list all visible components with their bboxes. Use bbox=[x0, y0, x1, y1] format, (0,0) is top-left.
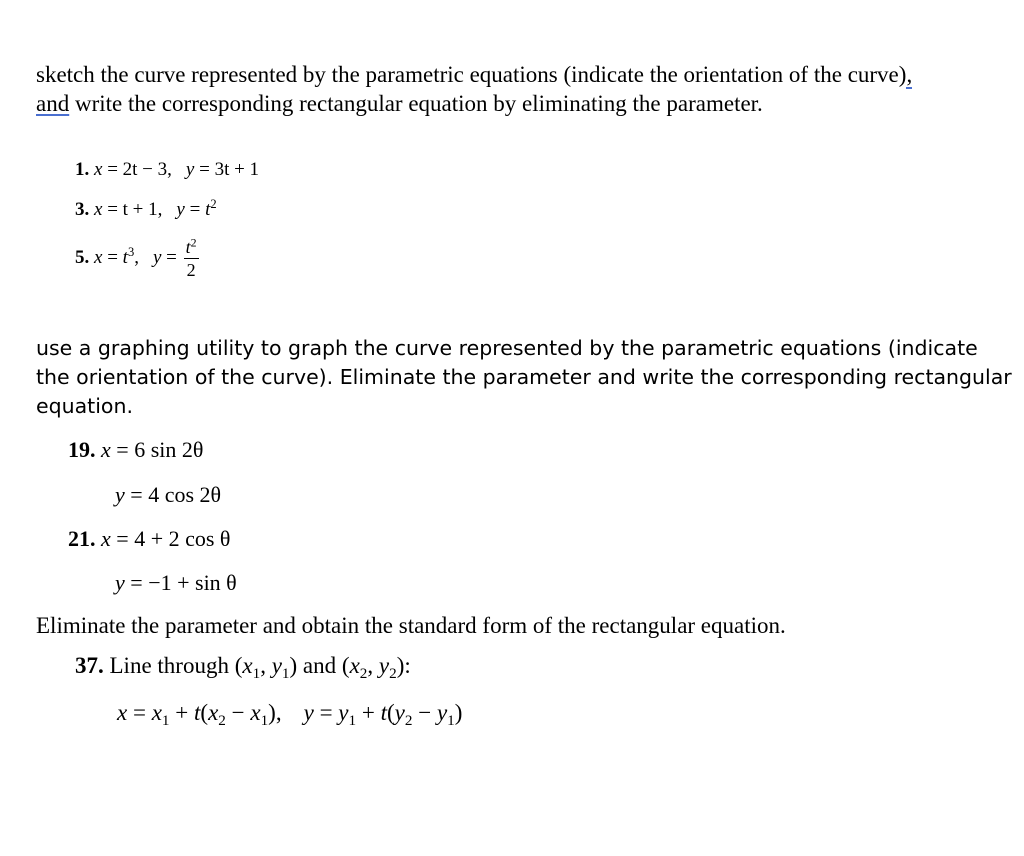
problem-5-x-exp: 3 bbox=[127, 244, 135, 259]
problem-37-line-2: $x = x_1 + t(x_2 - x_1)$, $y = y_1 + t(y_2 - y_1)$ bbox=[117, 700, 463, 729]
problem-5-x-base: t bbox=[122, 246, 128, 268]
problem-19-x: 6 sin 2θ bbox=[134, 437, 204, 462]
problem-5-frac-num-exp: 2 bbox=[190, 235, 197, 250]
intro-text-1a: sketch the curve represented by the parametric equations (indicate the orientation of the curve) bbox=[36, 62, 907, 87]
problem-5: 5. $x = t^3$, y = $\frac{t^2}{2}$ bbox=[75, 235, 197, 280]
problem-19-x-line: 19. x = 6 sin 2θ bbox=[68, 437, 204, 462]
section-3-instructions: Eliminate the parameter and obtain the standard form of the rectangular equation. bbox=[36, 613, 786, 638]
problem-21-y: −1 + sin θ bbox=[148, 570, 237, 595]
intro-text-2b: write the corresponding rectangular equation by eliminating the parameter. bbox=[69, 91, 763, 116]
problem-19-y-line: y = 4 cos 2θ bbox=[115, 482, 222, 507]
section-2-instructions: use a graphing utility to graph the curve represented by the parametric equations (indicate the orientation of the curve). Eliminate the parameter and write the corresponding rectangular equation. bbox=[36, 336, 1012, 418]
problem-3-number: 3. bbox=[75, 199, 90, 220]
intro-and-marked: and bbox=[36, 91, 70, 116]
problem-21-x-line: 21. x = 4 + 2 cos θ bbox=[68, 526, 231, 551]
intro-comma-marked: , bbox=[906, 62, 913, 87]
problem-1-x: 2t − 3, bbox=[122, 159, 172, 180]
problem-5-number: 5. bbox=[75, 246, 90, 268]
problem-21-x: 4 + 2 cos θ bbox=[134, 526, 231, 551]
problem-37-and: and bbox=[302, 653, 337, 678]
problem-5-fraction bbox=[184, 235, 199, 280]
problem-5-frac-num: t bbox=[185, 237, 191, 257]
problem-5-frac-den: 2 bbox=[186, 260, 196, 280]
problem-3: 3. x = t + 1, $y = t^2$ bbox=[75, 197, 217, 220]
problem-37-label: Line through bbox=[109, 653, 229, 678]
problem-19-number: 19. bbox=[68, 437, 96, 462]
problem-3-y-exp: 2 bbox=[210, 197, 217, 212]
problem-37-line-1: 37. Line through ($x_1$, $y_1$) and ($x_2$, $y_2$): bbox=[75, 653, 411, 682]
problem-37-number: 37. bbox=[75, 653, 104, 678]
problem-3-y: t bbox=[205, 199, 211, 220]
problem-1-number: 1. bbox=[75, 159, 90, 180]
intro-line-2 bbox=[36, 89, 763, 118]
problem-21-y-line: y = −1 + sin θ bbox=[115, 570, 237, 595]
problem-1-y: 3t + 1 bbox=[214, 159, 260, 180]
problem-3-x: t + 1, bbox=[122, 199, 163, 220]
problem-1: 1. x = 2t − 3, y = 3t + 1 bbox=[75, 159, 260, 180]
intro-line-1 bbox=[36, 60, 912, 89]
problem-21-number: 21. bbox=[68, 526, 96, 551]
problem-19-y: 4 cos 2θ bbox=[148, 482, 222, 507]
